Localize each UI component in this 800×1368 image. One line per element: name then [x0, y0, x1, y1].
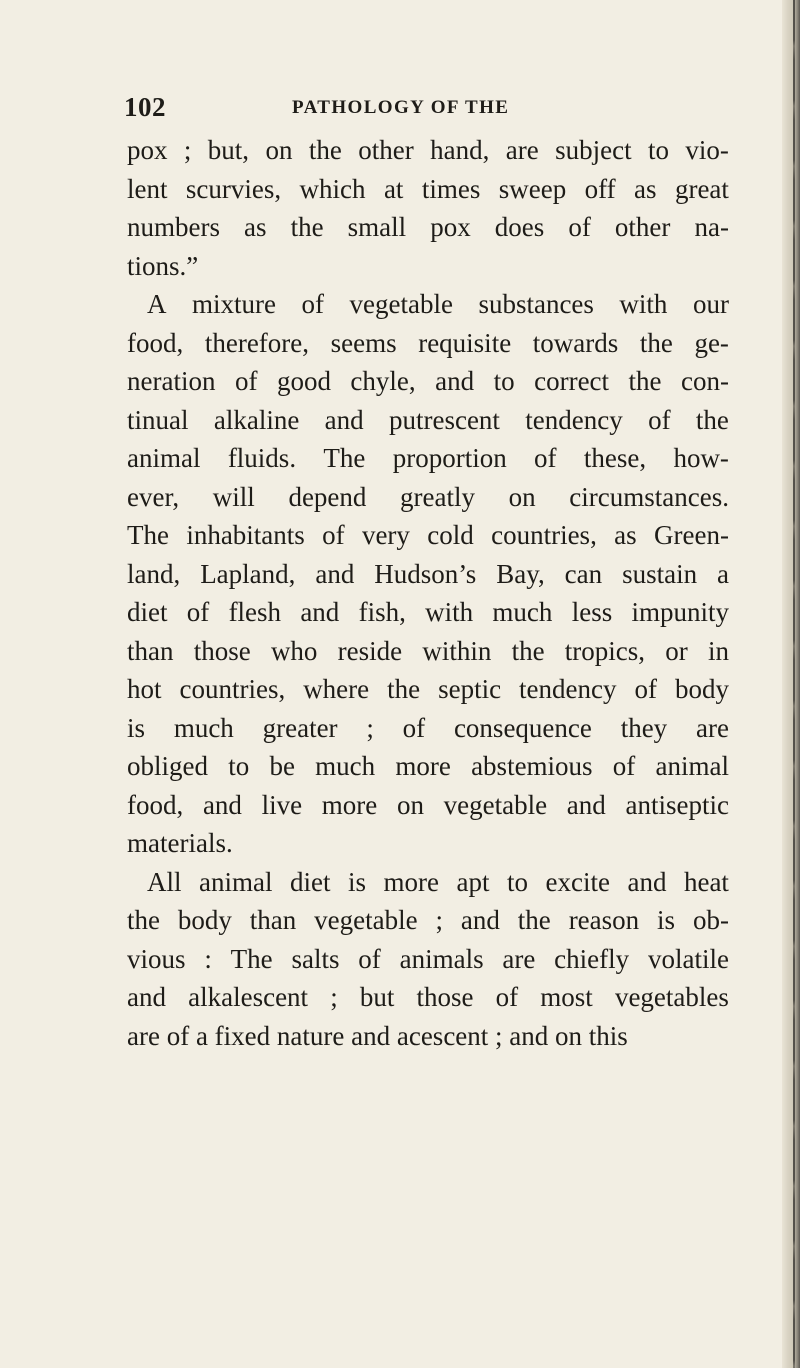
- text-line: pox ; but, on the other hand, are subject to vio-: [127, 135, 729, 165]
- page-edge-shadow: [782, 0, 800, 1368]
- text-line: neration of good chyle, and to correct the con-: [127, 366, 729, 396]
- text-line: tinual alkaline and putrescent tendency of the: [127, 404, 729, 435]
- body-text: [127, 131, 729, 1055]
- running-title: PATHOLOGY OF THE: [292, 97, 510, 118]
- text-line: lent scurvies, which at times sweep off as great: [127, 173, 729, 204]
- text-line: numbers as the small pox does of other na-: [127, 212, 729, 242]
- page-number: 102: [124, 92, 166, 122]
- text-line: All animal diet is more apt to excite and heat: [147, 866, 729, 897]
- text-line: vious : The salts of animals are chiefly volatile: [127, 943, 729, 974]
- running-head: [124, 92, 724, 124]
- text-line: ever, will depend greatly on circumstances.: [127, 481, 729, 512]
- text-line: hot countries, where the septic tendency of body: [127, 674, 729, 704]
- text-line: animal fluids. The proportion of these, how-: [127, 443, 729, 473]
- text-line: food, therefore, seems requisite towards the ge-: [127, 327, 729, 358]
- text-line: is much greater ; of consequence they are: [127, 712, 729, 743]
- text-line: the body than vegetable ; and the reason is ob-: [127, 905, 729, 935]
- binding-edge: [793, 0, 795, 1368]
- text-line: and alkalescent ; but those of most vegetables: [127, 982, 729, 1012]
- text-line: materials.: [127, 828, 233, 858]
- text-line: diet of flesh and fish, with much less impunity: [127, 597, 729, 627]
- text-line: food, and live more on vegetable and antiseptic: [127, 789, 729, 820]
- text-line: land, Lapland, and Hudson’s Bay, can sustain a: [127, 558, 729, 589]
- text-line: A mixture of vegetable substances with our: [147, 289, 729, 319]
- text-line: than those who reside within the tropics, or in: [127, 635, 729, 666]
- text-line: tions.”: [127, 250, 199, 281]
- text-line: obliged to be much more abstemious of animal: [127, 751, 729, 781]
- text-line: The inhabitants of very cold countries, as Green-: [127, 520, 729, 550]
- text-line: are of a fixed nature and acescent ; and on this: [127, 1020, 628, 1051]
